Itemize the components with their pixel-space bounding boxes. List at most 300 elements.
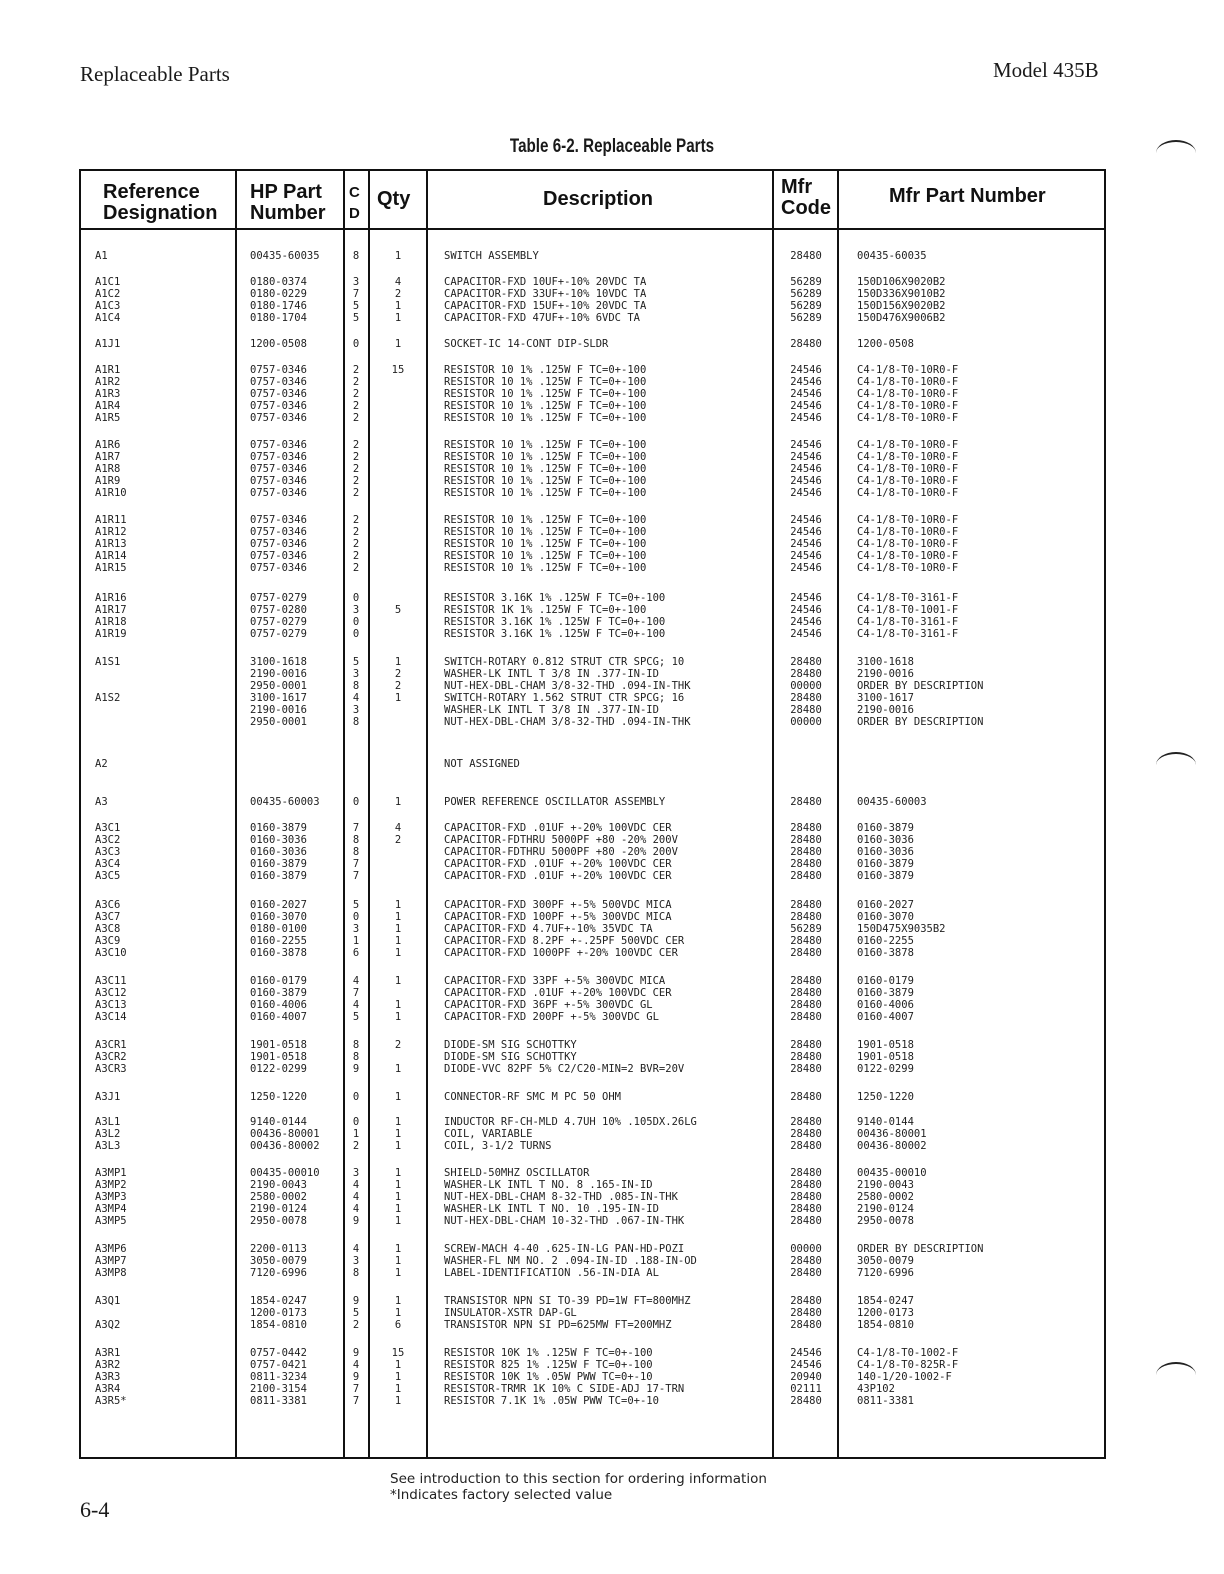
cell-desc: CAPACITOR-FXD 33UF+-10% 10VDC TA xyxy=(444,288,647,300)
cell-qty: 1 xyxy=(394,1255,402,1267)
col-header-cd xyxy=(349,182,360,224)
cell-cd: 2 xyxy=(352,550,360,562)
cell-mpn: 00436-80001 xyxy=(857,1128,927,1140)
cell-desc: CAPACITOR-FXD 1000PF +-20% 100VDC CER xyxy=(444,947,678,959)
cell-mfr: 24546 xyxy=(790,439,822,451)
cell-hp: 0757-0279 xyxy=(250,628,307,640)
cell-ref: A3L2 xyxy=(95,1128,121,1140)
cell-mpn: 2190-0016 xyxy=(857,704,914,716)
cell-desc: RESISTOR 10 1% .125W F TC=0+-100 xyxy=(444,376,647,388)
cell-mfr: 28480 xyxy=(790,1395,822,1407)
cell-ref: A3C5 xyxy=(95,870,121,882)
col-divider-4 xyxy=(426,169,428,1459)
cell-qty: 1 xyxy=(394,1383,402,1395)
cell-ref: A1R10 xyxy=(95,487,127,499)
cell-cd: 9 xyxy=(352,1295,360,1307)
cell-hp: 0757-0346 xyxy=(250,463,307,475)
col-header-hp-line2: Number xyxy=(250,202,326,224)
cell-cd: 4 xyxy=(352,1359,360,1371)
cell-desc: CAPACITOR-FXD 10UF+-10% 20VDC TA xyxy=(444,276,647,288)
cell-mpn: 00435-60035 xyxy=(857,250,927,262)
cell-mpn: C4-1/8-T0-10R0-F xyxy=(857,451,959,463)
cell-mfr: 24546 xyxy=(790,451,822,463)
cell-ref: A3MP1 xyxy=(95,1167,127,1179)
cell-desc: RESISTOR 3.16K 1% .125W F TC=0+-100 xyxy=(444,628,666,640)
cell-desc: RESISTOR-TRMR 1K 10% C SIDE-ADJ 17-TRN xyxy=(444,1383,685,1395)
cell-qty: 1 xyxy=(394,312,402,324)
cell-mfr: 28480 xyxy=(790,1051,822,1063)
cell-hp: 3100-1617 xyxy=(250,692,307,704)
cell-ref: A1R11 xyxy=(95,514,127,526)
cell-mpn: 9140-0144 xyxy=(857,1116,914,1128)
cell-desc: NUT-HEX-DBL-CHAM 8-32-THD .085-IN-THK xyxy=(444,1191,678,1203)
cell-hp: 0160-3879 xyxy=(250,870,307,882)
cell-mfr: 28480 xyxy=(790,1140,822,1152)
cell-cd: 2 xyxy=(352,514,360,526)
cell-mfr: 28480 xyxy=(790,911,822,923)
cell-hp: 0811-3234 xyxy=(250,1371,307,1383)
cell-hp: 0757-0346 xyxy=(250,364,307,376)
cell-hp: 0757-0346 xyxy=(250,550,307,562)
cell-cd: 8 xyxy=(352,1051,360,1063)
binder-mark xyxy=(1156,140,1196,166)
cell-hp: 0122-0299 xyxy=(250,1063,307,1075)
cell-mfr: 28480 xyxy=(790,947,822,959)
cell-mpn: 150D476X9006B2 xyxy=(857,312,946,324)
cell-mfr: 00000 xyxy=(790,716,822,728)
cell-cd: 4 xyxy=(352,692,360,704)
cell-mfr: 28480 xyxy=(790,846,822,858)
cell-qty: 1 xyxy=(394,1091,402,1103)
cell-mpn: C4-1/8-T0-3161-F xyxy=(857,628,959,640)
cell-desc: NUT-HEX-DBL-CHAM 3/8-32-THD .094-IN-THK xyxy=(444,680,691,692)
cell-ref: A3 xyxy=(95,796,108,808)
cell-ref: A3C11 xyxy=(95,975,127,987)
cell-mpn: 0160-2027 xyxy=(857,899,914,911)
cell-cd: 9 xyxy=(352,1215,360,1227)
cell-hp: 0757-0346 xyxy=(250,412,307,424)
cell-mpn: 1200-0173 xyxy=(857,1307,914,1319)
cell-mpn: 2190-0043 xyxy=(857,1179,914,1191)
cell-mfr: 24546 xyxy=(790,514,822,526)
cell-mfr: 28480 xyxy=(790,1295,822,1307)
cell-desc: RESISTOR 10K 1% .05W PWW TC=0+-10 xyxy=(444,1371,653,1383)
cell-hp: 0757-0346 xyxy=(250,538,307,550)
cell-desc: RESISTOR 10 1% .125W F TC=0+-100 xyxy=(444,463,647,475)
cell-desc: CAPACITOR-FXD 15UF+-10% 20VDC TA xyxy=(444,300,647,312)
page-header-left: Replaceable Parts xyxy=(80,62,230,86)
cell-qty: 1 xyxy=(394,1371,402,1383)
cell-mfr: 56289 xyxy=(790,300,822,312)
cell-mpn: C4-1/8-T0-10R0-F xyxy=(857,439,959,451)
cell-ref: A3MP6 xyxy=(95,1243,127,1255)
cell-desc: CAPACITOR-FXD .01UF +-20% 100VDC CER xyxy=(444,870,672,882)
cell-ref: A1R3 xyxy=(95,388,121,400)
cell-desc: RESISTOR 10 1% .125W F TC=0+-100 xyxy=(444,562,647,574)
cell-ref: A3MP8 xyxy=(95,1267,127,1279)
cell-cd: 4 xyxy=(352,1179,360,1191)
cell-qty: 15 xyxy=(391,364,405,376)
cell-hp: 0757-0346 xyxy=(250,400,307,412)
cell-cd: 5 xyxy=(352,312,360,324)
cell-mfr: 28480 xyxy=(790,935,822,947)
cell-mfr: 28480 xyxy=(790,1167,822,1179)
cell-hp: 0757-0280 xyxy=(250,604,307,616)
cell-mpn: 0160-3879 xyxy=(857,858,914,870)
cell-qty: 1 xyxy=(394,1167,402,1179)
cell-mpn: C4-1/8-T0-10R0-F xyxy=(857,412,959,424)
cell-ref: A3MP7 xyxy=(95,1255,127,1267)
cell-mpn: C4-1/8-T0-10R0-F xyxy=(857,526,959,538)
cell-mpn: 00435-60003 xyxy=(857,796,927,808)
cell-hp: 0757-0421 xyxy=(250,1359,307,1371)
cell-mfr: 28480 xyxy=(790,1319,822,1331)
cell-hp: 1854-0247 xyxy=(250,1295,307,1307)
cell-ref: A3Q2 xyxy=(95,1319,121,1331)
cell-mfr: 24546 xyxy=(790,550,822,562)
cell-qty: 1 xyxy=(394,1179,402,1191)
cell-ref: A3C10 xyxy=(95,947,127,959)
cell-desc: RESISTOR 10 1% .125W F TC=0+-100 xyxy=(444,526,647,538)
cell-desc: CAPACITOR-FXD .01UF +-20% 100VDC CER xyxy=(444,987,672,999)
cell-mpn: C4-1/8-T0-10R0-F xyxy=(857,463,959,475)
cell-mfr: 28480 xyxy=(790,1011,822,1023)
col-header-qty: Qty xyxy=(377,188,411,210)
cell-hp: 2580-0002 xyxy=(250,1191,307,1203)
cell-mfr: 56289 xyxy=(790,312,822,324)
cell-mpn: 3100-1618 xyxy=(857,656,914,668)
cell-ref: A1R8 xyxy=(95,463,121,475)
cell-desc: RESISTOR 1K 1% .125W F TC=0+-100 xyxy=(444,604,647,616)
cell-qty: 1 xyxy=(394,1128,402,1140)
cell-desc: COIL, 3-1/2 TURNS xyxy=(444,1140,552,1152)
cell-desc: CAPACITOR-FXD .01UF +-20% 100VDC CER xyxy=(444,822,672,834)
cell-mpn: C4-1/8-T0-10R0-F xyxy=(857,475,959,487)
cell-qty: 5 xyxy=(394,604,402,616)
cell-cd: 7 xyxy=(352,1395,360,1407)
cell-hp: 2950-0001 xyxy=(250,716,307,728)
cell-ref: A3MP5 xyxy=(95,1215,127,1227)
cell-desc: RESISTOR 10 1% .125W F TC=0+-100 xyxy=(444,364,647,376)
cell-ref: A1R14 xyxy=(95,550,127,562)
cell-hp: 0811-3381 xyxy=(250,1395,307,1407)
cell-ref: A3R4 xyxy=(95,1383,121,1395)
cell-mfr: 28480 xyxy=(790,987,822,999)
cell-hp: 3100-1618 xyxy=(250,656,307,668)
cell-mfr: 24546 xyxy=(790,628,822,640)
cell-mfr: 28480 xyxy=(790,999,822,1011)
cell-desc: WASHER-LK INTL T NO. 10 .195-IN-ID xyxy=(444,1203,659,1215)
cell-hp: 3050-0079 xyxy=(250,1255,307,1267)
cell-desc: RESISTOR 3.16K 1% .125W F TC=0+-100 xyxy=(444,592,666,604)
cell-cd: 5 xyxy=(352,1307,360,1319)
cell-mpn: 0160-3070 xyxy=(857,911,914,923)
cell-desc: CAPACITOR-FXD 300PF +-5% 500VDC MICA xyxy=(444,899,672,911)
cell-hp: 0757-0346 xyxy=(250,475,307,487)
col-header-mfr-line1: Mfr xyxy=(781,176,813,198)
cell-mfr: 28480 xyxy=(790,858,822,870)
cell-desc: RESISTOR 10 1% .125W F TC=0+-100 xyxy=(444,514,647,526)
cell-ref: A1R18 xyxy=(95,616,127,628)
cell-ref: A3MP3 xyxy=(95,1191,127,1203)
cell-desc: WASHER-LK INTL T 3/8 IN .377-IN-ID xyxy=(444,704,659,716)
cell-desc: TRANSISTOR NPN SI TO-39 PD=1W FT=800MHZ xyxy=(444,1295,691,1307)
col-header-desc: Description xyxy=(543,188,654,210)
cell-mfr: 28480 xyxy=(790,1179,822,1191)
col-header-mpn: Mfr Part Number xyxy=(889,185,1046,207)
cell-ref: A3C9 xyxy=(95,935,121,947)
cell-cd: 2 xyxy=(352,487,360,499)
cell-qty: 1 xyxy=(394,1295,402,1307)
binder-mark xyxy=(1156,752,1196,778)
cell-ref: A1C4 xyxy=(95,312,121,324)
cell-cd: 2 xyxy=(352,451,360,463)
cell-cd: 8 xyxy=(352,1039,360,1051)
cell-ref: A3CR3 xyxy=(95,1063,127,1075)
cell-cd: 2 xyxy=(352,439,360,451)
cell-ref: A3C12 xyxy=(95,987,127,999)
cell-ref: A3CR1 xyxy=(95,1039,127,1051)
binder-mark xyxy=(1156,1362,1196,1388)
cell-mpn: 1854-0810 xyxy=(857,1319,914,1331)
cell-ref: A3R5* xyxy=(95,1395,127,1407)
cell-hp: 1854-0810 xyxy=(250,1319,307,1331)
cell-mpn: C4-1/8-T0-3161-F xyxy=(857,592,959,604)
cell-cd: 3 xyxy=(352,668,360,680)
cell-mpn: C4-1/8-T0-10R0-F xyxy=(857,400,959,412)
cell-mfr: 28480 xyxy=(790,1128,822,1140)
cell-desc: CAPACITOR-FDTHRU 5000PF +80 -20% 200V xyxy=(444,846,678,858)
cell-mpn: 0160-3879 xyxy=(857,822,914,834)
cell-hp: 2190-0016 xyxy=(250,668,307,680)
cell-cd: 0 xyxy=(352,616,360,628)
cell-mfr: 28480 xyxy=(790,704,822,716)
cell-hp: 0757-0442 xyxy=(250,1347,307,1359)
cell-desc: RESISTOR 10 1% .125W F TC=0+-100 xyxy=(444,439,647,451)
cell-cd: 8 xyxy=(352,846,360,858)
col-header-ref-line2: Designation xyxy=(103,202,218,224)
cell-ref: A3C7 xyxy=(95,911,121,923)
cell-mfr: 24546 xyxy=(790,475,822,487)
cell-ref: A3C13 xyxy=(95,999,127,1011)
cell-cd: 8 xyxy=(352,834,360,846)
cell-hp: 0160-3070 xyxy=(250,911,307,923)
cell-mfr: 56289 xyxy=(790,276,822,288)
cell-desc: RESISTOR 10 1% .125W F TC=0+-100 xyxy=(444,400,647,412)
cell-cd: 5 xyxy=(352,899,360,911)
cell-cd: 0 xyxy=(352,1091,360,1103)
cell-ref: A1R6 xyxy=(95,439,121,451)
cell-mpn: 0160-4006 xyxy=(857,999,914,1011)
cell-ref: A1R13 xyxy=(95,538,127,550)
cell-mpn: C4-1/8-T0-3161-F xyxy=(857,616,959,628)
cell-mpn: 150D336X9010B2 xyxy=(857,288,946,300)
cell-mpn: 0160-3036 xyxy=(857,846,914,858)
cell-ref: A1J1 xyxy=(95,338,121,350)
cell-cd: 7 xyxy=(352,288,360,300)
cell-hp: 0757-0346 xyxy=(250,451,307,463)
cell-cd: 2 xyxy=(352,1140,360,1152)
cell-hp: 00436-80001 xyxy=(250,1128,320,1140)
cell-hp: 0757-0346 xyxy=(250,514,307,526)
cell-ref: A3R2 xyxy=(95,1359,121,1371)
cell-hp: 0160-2255 xyxy=(250,935,307,947)
cell-desc: RESISTOR 10 1% .125W F TC=0+-100 xyxy=(444,475,647,487)
cell-ref: A1R7 xyxy=(95,451,121,463)
cell-mfr: 02111 xyxy=(790,1383,822,1395)
cell-desc: POWER REFERENCE OSCILLATOR ASSEMBLY xyxy=(444,796,666,808)
cell-hp: 0160-2027 xyxy=(250,899,307,911)
col-header-mfr-line2: Code xyxy=(781,197,831,219)
cell-cd: 3 xyxy=(352,704,360,716)
cell-ref: A2 xyxy=(95,758,108,770)
cell-cd: 2 xyxy=(352,538,360,550)
cell-hp: 0757-0279 xyxy=(250,616,307,628)
cell-ref: A3MP2 xyxy=(95,1179,127,1191)
cell-ref: A1S1 xyxy=(95,656,121,668)
cell-hp: 2200-0113 xyxy=(250,1243,307,1255)
cell-desc: RESISTOR 10 1% .125W F TC=0+-100 xyxy=(444,487,647,499)
col-header-ref-line1: Reference xyxy=(103,181,200,203)
cell-mpn: C4-1/8-T0-10R0-F xyxy=(857,487,959,499)
cell-cd: 2 xyxy=(352,412,360,424)
cell-ref: A3MP4 xyxy=(95,1203,127,1215)
cell-cd: 3 xyxy=(352,1255,360,1267)
cell-ref: A3C8 xyxy=(95,923,121,935)
cell-mfr: 28480 xyxy=(790,975,822,987)
cell-ref: A3C14 xyxy=(95,1011,127,1023)
cell-hp: 2190-0124 xyxy=(250,1203,307,1215)
cell-mpn: 00435-00010 xyxy=(857,1167,927,1179)
footnotes xyxy=(390,1471,767,1503)
cell-desc: NOT ASSIGNED xyxy=(444,758,520,770)
cell-mfr: 28480 xyxy=(790,1307,822,1319)
cell-hp: 0757-0346 xyxy=(250,487,307,499)
cell-cd: 4 xyxy=(352,975,360,987)
cell-ref: A1R17 xyxy=(95,604,127,616)
cell-ref: A3L3 xyxy=(95,1140,121,1152)
cell-hp: 0160-3036 xyxy=(250,846,307,858)
footnote-factory-selected: *Indicates factory selected value xyxy=(390,1487,613,1503)
cell-cd: 5 xyxy=(352,300,360,312)
cell-mpn: C4-1/8-T0-1002-F xyxy=(857,1347,959,1359)
cell-hp: 1250-1220 xyxy=(250,1091,307,1103)
cell-cd: 2 xyxy=(352,1319,360,1331)
cell-ref: A3Q1 xyxy=(95,1295,121,1307)
cell-hp: 00435-00010 xyxy=(250,1167,320,1179)
cell-mfr: 28480 xyxy=(790,656,822,668)
cell-ref: A1R16 xyxy=(95,592,127,604)
page-header-right: Model 435B xyxy=(993,58,1099,82)
cell-desc: NUT-HEX-DBL-CHAM 10-32-THD .067-IN-THK xyxy=(444,1215,685,1227)
cell-hp: 0160-4006 xyxy=(250,999,307,1011)
cell-desc: CAPACITOR-FXD .01UF +-20% 100VDC CER xyxy=(444,858,672,870)
cell-mfr: 00000 xyxy=(790,680,822,692)
cell-mpn: 0160-3878 xyxy=(857,947,914,959)
cell-cd: 8 xyxy=(352,1267,360,1279)
cell-desc: RESISTOR 10 1% .125W F TC=0+-100 xyxy=(444,388,647,400)
cell-desc: CONNECTOR-RF SMC M PC 50 OHM xyxy=(444,1091,622,1103)
cell-qty: 2 xyxy=(394,1039,402,1051)
cell-desc: INDUCTOR RF-CH-MLD 4.7UH 10% .105DX.26LG xyxy=(444,1116,697,1128)
cell-mfr: 24546 xyxy=(790,592,822,604)
cell-cd: 7 xyxy=(352,858,360,870)
cell-mfr: 24546 xyxy=(790,463,822,475)
cell-hp: 00435-60003 xyxy=(250,796,320,808)
cell-mfr: 20940 xyxy=(790,1371,822,1383)
cell-qty: 1 xyxy=(394,1307,402,1319)
cell-hp: 0160-3879 xyxy=(250,822,307,834)
cell-mpn: 0160-4007 xyxy=(857,1011,914,1023)
cell-mfr: 24546 xyxy=(790,526,822,538)
cell-desc: TRANSISTOR NPN SI PD=625MW FT=200MHZ xyxy=(444,1319,672,1331)
col-header-mfr xyxy=(781,177,831,219)
cell-hp: 0160-3878 xyxy=(250,947,307,959)
cell-cd: 4 xyxy=(352,1191,360,1203)
cell-qty: 2 xyxy=(394,834,402,846)
cell-qty: 2 xyxy=(394,680,402,692)
cell-mpn: 0160-0179 xyxy=(857,975,914,987)
cell-mpn: 2950-0078 xyxy=(857,1215,914,1227)
cell-ref: A1R1 xyxy=(95,364,121,376)
cell-mpn: C4-1/8-T0-10R0-F xyxy=(857,388,959,400)
cell-ref: A1R19 xyxy=(95,628,127,640)
cell-hp: 0160-3879 xyxy=(250,987,307,999)
cell-mpn: 0160-2255 xyxy=(857,935,914,947)
cell-mpn: C4-1/8-T0-10R0-F xyxy=(857,514,959,526)
cell-desc: SCREW-MACH 4-40 .625-IN-LG PAN-HD-POZI xyxy=(444,1243,685,1255)
cell-qty: 1 xyxy=(394,975,402,987)
cell-qty: 1 xyxy=(394,300,402,312)
cell-hp: 0160-3036 xyxy=(250,834,307,846)
cell-hp: 0757-0346 xyxy=(250,439,307,451)
cell-mpn: 2580-0002 xyxy=(857,1191,914,1203)
cell-ref: A1C1 xyxy=(95,276,121,288)
cell-ref: A3C4 xyxy=(95,858,121,870)
cell-mpn: 1250-1220 xyxy=(857,1091,914,1103)
cell-mfr: 24546 xyxy=(790,538,822,550)
cell-qty: 1 xyxy=(394,1243,402,1255)
cell-ref: A3L1 xyxy=(95,1116,121,1128)
cell-desc: LABEL-IDENTIFICATION .56-IN-DIA AL xyxy=(444,1267,659,1279)
cell-qty: 1 xyxy=(394,1140,402,1152)
cell-hp: 0160-4007 xyxy=(250,1011,307,1023)
cell-mfr: 24546 xyxy=(790,376,822,388)
cell-ref: A1R15 xyxy=(95,562,127,574)
cell-mpn: 3100-1617 xyxy=(857,692,914,704)
cell-hp: 0180-0229 xyxy=(250,288,307,300)
cell-hp: 00436-80002 xyxy=(250,1140,320,1152)
cell-cd: 7 xyxy=(352,870,360,882)
cell-mpn: 0160-3879 xyxy=(857,987,914,999)
cell-ref: A1S2 xyxy=(95,692,121,704)
cell-hp: 2100-3154 xyxy=(250,1383,307,1395)
cell-mpn: C4-1/8-T0-10R0-F xyxy=(857,562,959,574)
cell-hp: 0160-0179 xyxy=(250,975,307,987)
cell-cd: 7 xyxy=(352,1383,360,1395)
cell-mpn: 43P102 xyxy=(857,1383,895,1395)
cell-desc: RESISTOR 10K 1% .125W F TC=0+-100 xyxy=(444,1347,653,1359)
cell-cd: 5 xyxy=(352,1011,360,1023)
cell-mfr: 28480 xyxy=(790,1203,822,1215)
cell-mpn: 0122-0299 xyxy=(857,1063,914,1075)
cell-cd: 2 xyxy=(352,475,360,487)
cell-ref: A1C2 xyxy=(95,288,121,300)
cell-mpn: C4-1/8-T0-1001-F xyxy=(857,604,959,616)
cell-mfr: 24546 xyxy=(790,364,822,376)
cell-mpn: C4-1/8-T0-825R-F xyxy=(857,1359,959,1371)
cell-mpn: C4-1/8-T0-10R0-F xyxy=(857,364,959,376)
